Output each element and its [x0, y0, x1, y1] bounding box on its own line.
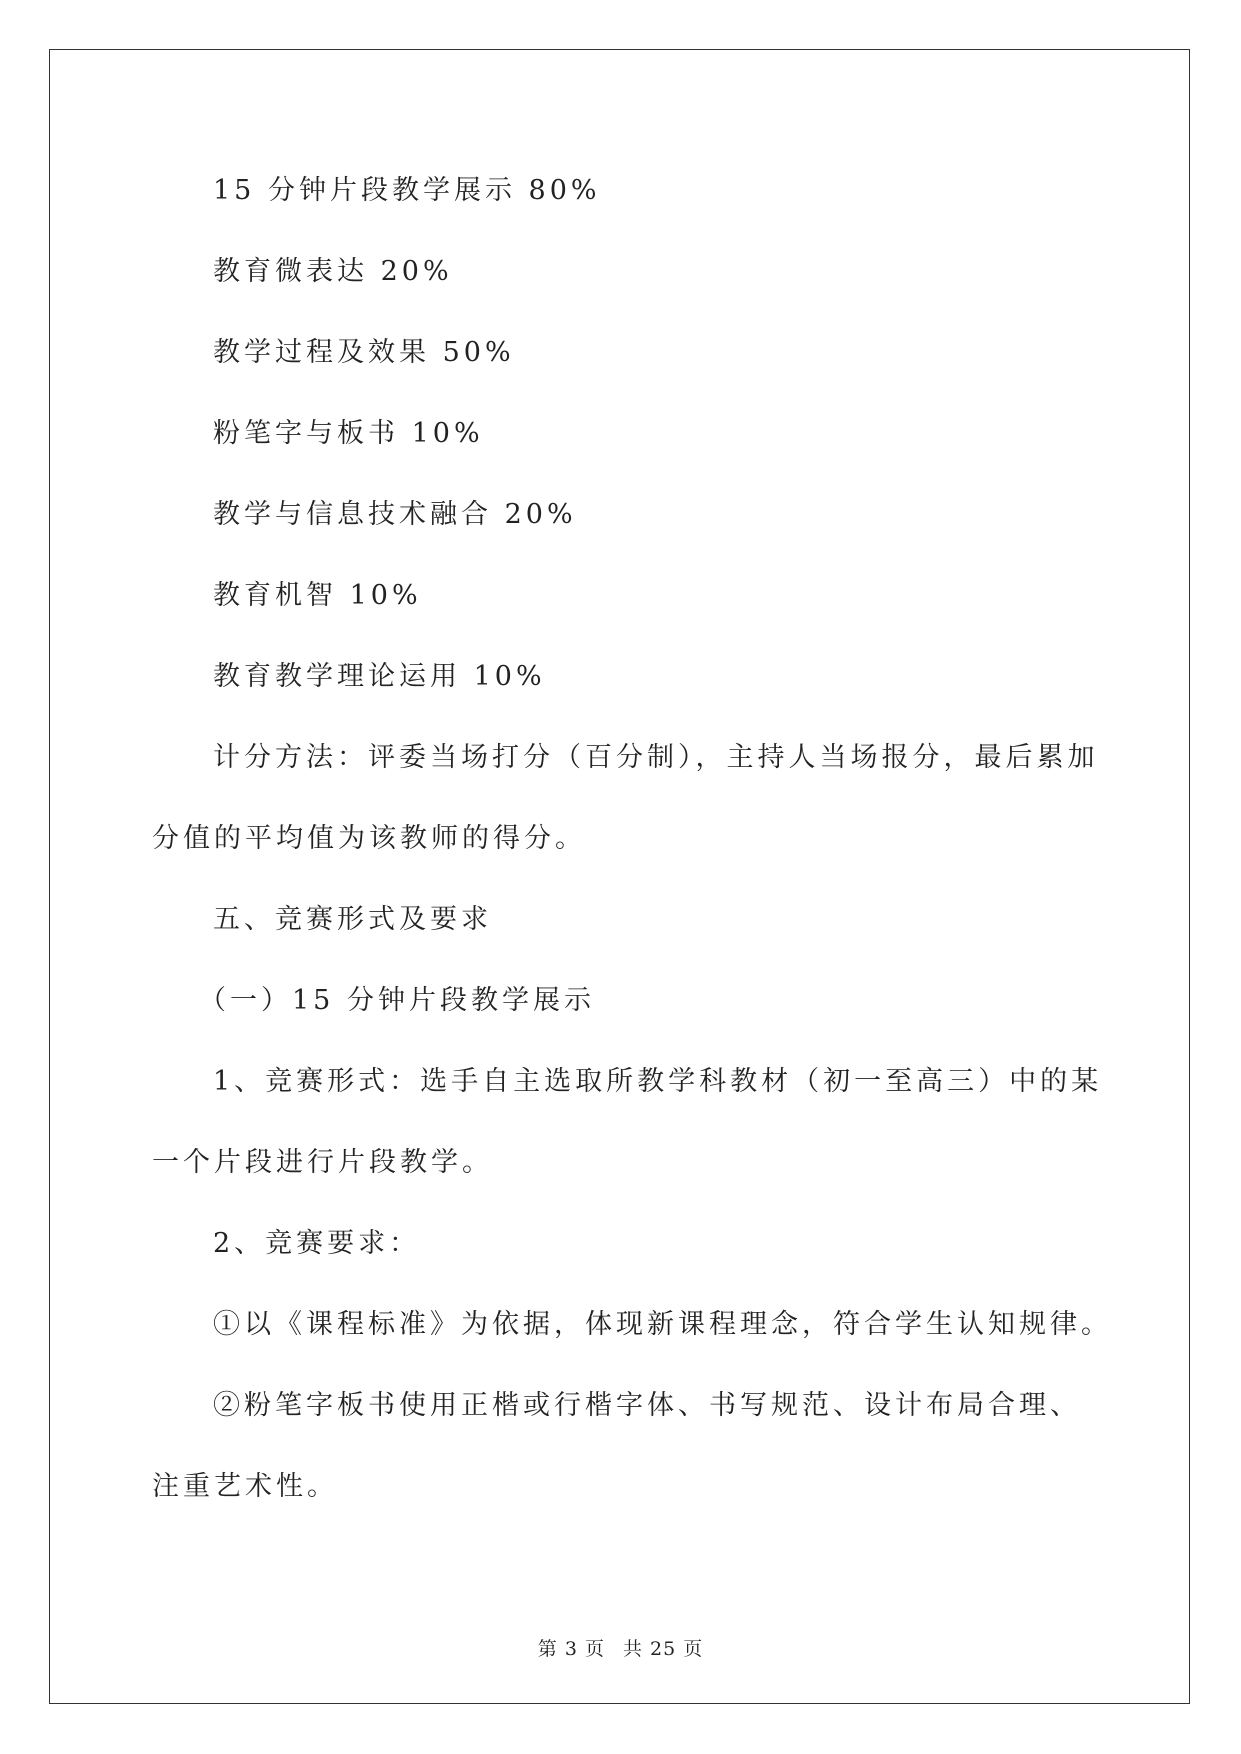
score-item-segment-teaching: 15 分钟片段教学展示 80% [213, 175, 601, 206]
score-item-theory-application: 教育教学理论运用 10% [213, 661, 546, 692]
score-item-info-tech: 教学与信息技术融合 20% [213, 499, 577, 530]
score-item-micro-expression: 教育微表达 20% [213, 256, 453, 287]
section-heading: 五、竞赛形式及要求 [213, 904, 492, 935]
score-item-teaching-process: 教学过程及效果 50% [213, 337, 515, 368]
competition-form-paragraph: 1、竞赛形式：选手自主选取所教学科教材（初一至高三）中的某 [213, 1066, 1103, 1097]
page-footer [0, 1634, 1241, 1661]
requirement-item-1: ①以《课程标准》为依据，体现新课程理念，符合学生认知规律。 [213, 1309, 1112, 1340]
requirement-item-2-continuation: 注重艺术性。 [152, 1471, 338, 1502]
total-pages: 共 25 页 [622, 1638, 704, 1660]
scoring-method-paragraph: 计分方法：评委当场打分（百分制），主持人当场报分，最后累加 [213, 742, 1099, 773]
score-item-teaching-wit: 教育机智 10% [213, 580, 422, 611]
page-number: 第 3 页 [537, 1638, 605, 1660]
scoring-method-continuation: 分值的平均值为该教师的得分。 [152, 823, 586, 854]
requirement-item-2: ②粉笔字板书使用正楷或行楷字体、书写规范、设计布局合理、 [213, 1390, 1081, 1421]
competition-form-continuation: 一个片段进行片段教学。 [152, 1147, 493, 1178]
score-item-chalk-writing: 粉笔字与板书 10% [213, 418, 484, 449]
page-frame [49, 49, 1190, 1704]
subsection-heading: （一）15 分钟片段教学展示 [199, 985, 595, 1016]
competition-requirements-heading: 2、竞赛要求： [213, 1228, 421, 1259]
